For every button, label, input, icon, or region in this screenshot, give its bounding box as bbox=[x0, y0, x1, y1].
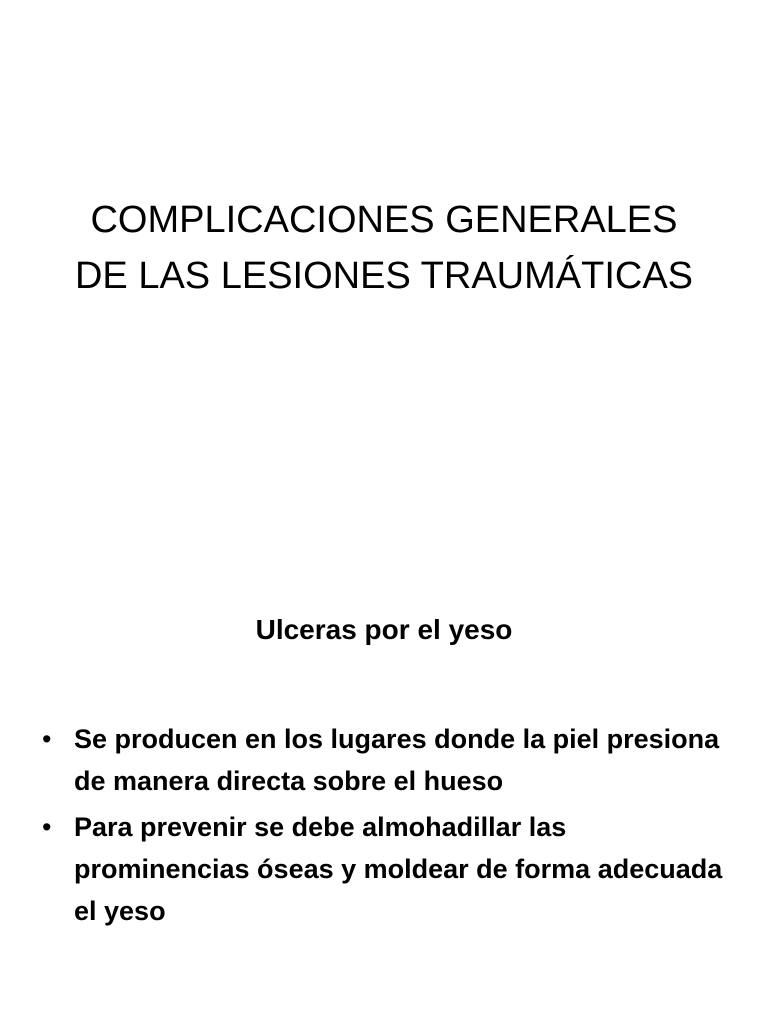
bullet-text: Se producen en los lugares donde la piel presiona de manera directa sobre el hueso bbox=[74, 724, 720, 796]
title-line-2: DE LAS LESIONES TRAUMÁTICAS bbox=[74, 255, 694, 297]
bullet-item bbox=[40, 718, 730, 802]
slide-title bbox=[40, 192, 728, 304]
bullet-item bbox=[40, 806, 730, 932]
bullet-text: Para prevenir se debe almohadillar las prominencias óseas y moldear de forma adecuada el yeso bbox=[74, 812, 723, 926]
section-heading: Ulceras por el yeso bbox=[255, 614, 513, 645]
bullet-list bbox=[40, 718, 730, 936]
title-line-1: COMPLICACIONES GENERALES bbox=[90, 199, 678, 241]
bullet-icon: • bbox=[42, 812, 52, 842]
bullet-icon: • bbox=[42, 724, 52, 754]
